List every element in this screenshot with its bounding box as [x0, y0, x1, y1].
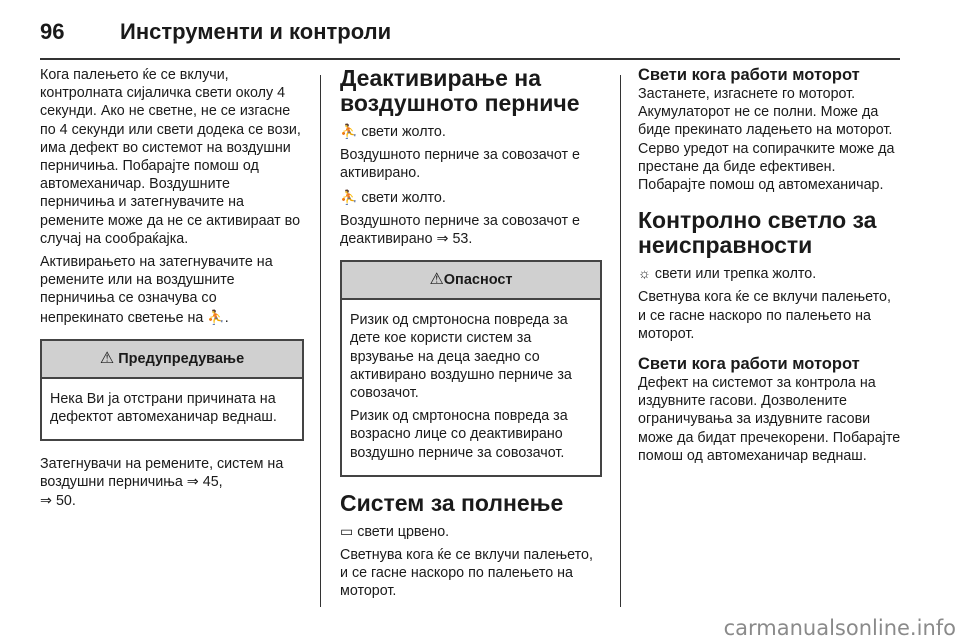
- engine-running-text: Застанете, изгаснете го моторот. Акумулаторот не се полни. Може да биде прекинато ладењето на моторот. Серво уредот на сопирачките може да престане да биде ефективен. Побарајте помош од автомеханичар.: [638, 86, 895, 194]
- airbag-off-line: ⛹ свети жолто.: [340, 188, 446, 206]
- warning-icon: ⚠: [99, 349, 115, 367]
- column-1: [40, 66, 304, 515]
- malfunction-lamp-heading: Контролно светло за неисправности: [638, 207, 877, 259]
- page-ref[interactable]: 50.: [55, 492, 76, 509]
- activation-paragraph: Активирањето на затегнувачите на ремените или на воздушните перничиња се означува со непрекинато светење на ⛹.: [40, 254, 273, 326]
- airbag-icon: ⛹: [207, 308, 225, 325]
- engine-lamp-icon: ☼: [638, 265, 651, 282]
- page-header: [40, 16, 391, 48]
- malfunction-lamp-text: Светнува кога ќе се вклучи палењето, и се гасне наскоро по палењето на моторот.: [638, 289, 891, 342]
- danger-text-1: Ризик од смртоносна повреда за дете кое користи систем за врзување на деца заедно со активирано воздушно перниче за совозачот.: [350, 312, 572, 402]
- page-ref[interactable]: 45,: [202, 474, 223, 491]
- page-title: Инструменти и контроли: [120, 19, 392, 44]
- danger-text-2: Ризик од смртоносна повреда за возрасно лице со деактивирано воздушно перниче за совозачот.: [350, 408, 568, 461]
- charging-line: ▭ свети црвено.: [340, 522, 450, 540]
- airbag-on-line: ⛹ свети жолто.: [340, 123, 446, 140]
- column-divider-2: [620, 75, 621, 607]
- column-3: [638, 66, 902, 470]
- warning-icon: ⚠: [429, 271, 444, 289]
- danger-box-header: ⚠Опасност: [342, 262, 600, 300]
- malfunction-lamp-line: ☼ свети или трепка жолто.: [638, 265, 817, 283]
- arrow-icon: ⇒: [40, 492, 52, 509]
- warning-box-header: ⚠ Предупредување: [42, 341, 302, 379]
- airbag-on-icon: ⛹: [340, 123, 358, 139]
- header-rule: [40, 58, 900, 60]
- charging-system-heading: Систем за полнење: [340, 489, 564, 516]
- charging-text: Светнува кога ќе се вклучи палењето, и се гасне наскоро по палењето на моторот.: [340, 547, 593, 600]
- warning-text: Нека Ви ја отстрани причината на дефектот автомеханичар веднаш.: [50, 390, 277, 426]
- arrow-icon: ⇒: [186, 474, 199, 491]
- danger-box: [340, 260, 602, 477]
- airbag-off-icon: ⛹: [340, 188, 358, 205]
- warning-box: [40, 339, 304, 441]
- battery-icon: ▭: [340, 522, 354, 539]
- emission-fault-text: Дефект на системот за контрола на издувните гасови. Дозволените ограничувања за издувните гасови може да бидат пречекорени. Побарајте помош од автомеханичар веднаш.: [638, 375, 901, 464]
- engine-running-heading-2: Свети кога работи моторот: [638, 355, 860, 374]
- airbag-off-text: Воздушното перниче за совозачот е деактивирано ⇒ 53.: [340, 212, 580, 248]
- watermark: carmanualsonline.info: [723, 616, 956, 640]
- arrow-icon: ⇒: [436, 231, 449, 248]
- reference-paragraph: Затегнувачи на ремените, систем на воздушни перничиња ⇒ 45, ⇒ 50.: [40, 456, 284, 509]
- page-number: 96: [40, 19, 65, 44]
- column-2: [340, 66, 602, 606]
- airbag-deactivation-heading: Деактивирање на воздушното перниче: [340, 65, 580, 116]
- engine-running-heading: Свети кога работи моторот: [638, 66, 860, 84]
- column-divider-1: [320, 75, 321, 607]
- airbag-on-text: Воздушното перниче за совозачот е активирано.: [340, 147, 580, 182]
- page-ref[interactable]: 53.: [452, 231, 473, 248]
- airbag-intro-paragraph: Кога палењето ќе се вклучи, контролната сијаличка свети околу 4 секунди. Ако не светне, не се изгасне по 4 секунди или свети додека се вози, има дефект во системот на воздушни перничиња. Побарајте помош од автомеханичар. Воздушните перничиња и затегнувачите на ремените може да не се активираат во случај на сообраќајка.: [40, 67, 301, 247]
